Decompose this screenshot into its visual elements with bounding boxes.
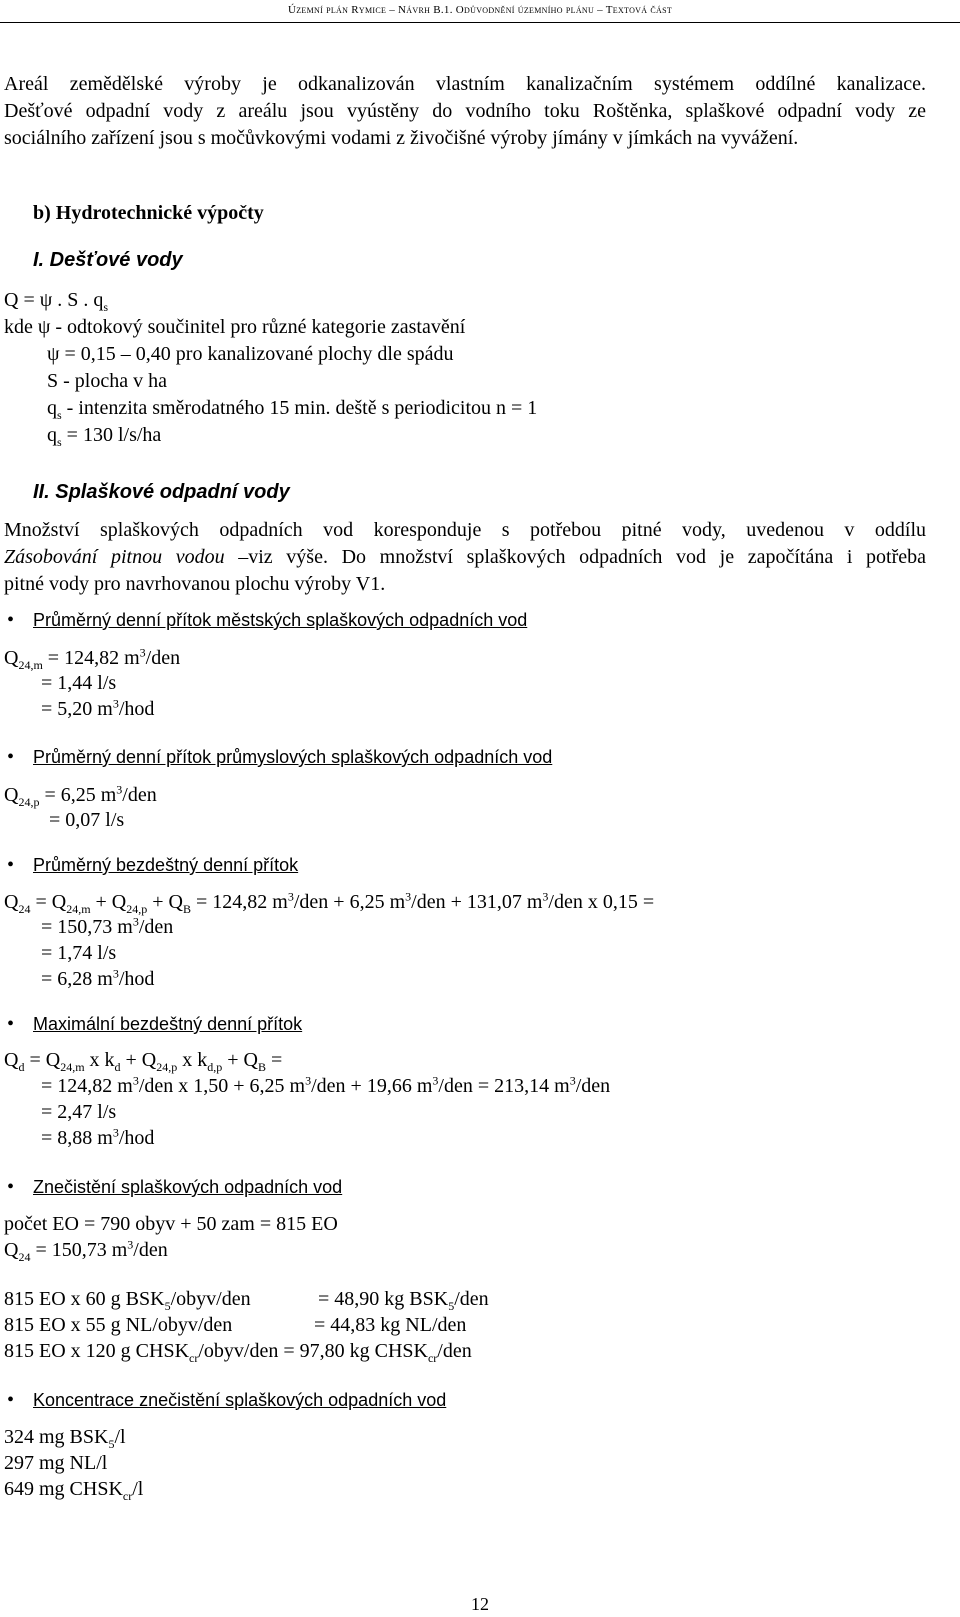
concentration-heading: Koncentrace znečistění splaškových odpadních vod: [33, 1390, 447, 1410]
municipal-line-1: $Q_{24,m} = 124,82$ $m^3$/den: [4, 645, 181, 672]
dry-max-line-2: = 2,47 l/s: [41, 1101, 117, 1123]
municipal-line-3: = 5,20 $m^3$/hod: [41, 696, 155, 720]
pollution-row-bsk: 815 EO x 60 g $BSK_5/obyv$/den: [4, 1288, 251, 1313]
municipal-heading: Průměrný denní přítok městských splaškových odpadních vod: [33, 610, 528, 630]
bullet-icon: •: [7, 609, 15, 631]
intro-line-1: Areál zemědělské výroby je odkanalizován vlastním kanalizačním systémem oddílné kanalizace.: [4, 73, 926, 95]
sewage-line-1: Množství splaškových odpadních vod koresponduje s potřebou pitné vody, uvedenou v oddílu: [4, 519, 926, 541]
bullet-icon: •: [7, 1013, 15, 1035]
pollution-row-chsk: 815 EO x 120 g $CHSK_{cr}/obyv$/den = 97,80 kg $CHSK_{cr}$/den: [4, 1340, 472, 1365]
dry-max-heading: Maximální bezdeštný denní přítok: [33, 1014, 303, 1034]
pollution-q24: $Q_{24} = 150,73$ $m^3$/den: [4, 1237, 168, 1264]
pollution-heading: Znečistění splaškových odpadních vod: [33, 1177, 343, 1197]
header-rule: [0, 22, 960, 23]
rain-qs-desc: $q_s$ - intenzita směrodatného 15 min. deště s periodicitou n = 1: [47, 397, 538, 422]
industrial-line-1: $Q_{24,p} = 6,25$ $m^3$/den: [4, 782, 157, 809]
dry-avg-heading: Průměrný bezdeštný denní přítok: [33, 855, 299, 875]
industrial-heading: Průměrný denní přítok průmyslových splaškových odpadních vod: [33, 747, 553, 767]
sewage-title: II. Splaškové odpadní vody: [33, 481, 290, 503]
intro-line-2: Dešťové odpadní vody z areálu jsou vyústěny do vodního toku Roštěnka, splaškové odpadní vody ze: [4, 100, 926, 122]
rain-where: kde ψ - odtokový součinitel pro různé kategorie zastavění: [4, 316, 466, 338]
dry-avg-line-3: = 6,28 $m^3$/hod: [41, 966, 155, 990]
page-header: Územní plán Rymice – Návrh B.1. Odůvodnění územního plánu – Textová část: [287, 4, 673, 16]
dry-avg-formula: $Q_{24} = Q_{24,m} + Q_{24,p} + Q_B = 124,82$ $m^3$/den + 6,25 $m^3$/den + 131,07 $m^3$/den x 0,15 =: [4, 889, 655, 916]
rain-qs-value: $q_s = 130$ l/s/ha: [47, 424, 162, 449]
industrial-line-2: = 0,07 l/s: [49, 809, 125, 831]
concentration-chsk: 649 mg $CHSK_{cr}/l$: [4, 1478, 144, 1503]
rain-psi: ψ = 0,15 – 0,40 pro kanalizované plochy dle spádu: [47, 343, 454, 365]
dry-max-line-3: = 8,88 $m^3$/hod: [41, 1125, 155, 1149]
pollution-row-bsk-result: = 48,90 kg $BSK_5$/den: [318, 1288, 489, 1313]
concentration-bsk: 324 mg $BSK_5/l$: [4, 1426, 126, 1451]
dry-avg-line-2: = 1,74 l/s: [41, 942, 117, 964]
bullet-icon: •: [7, 746, 15, 768]
municipal-line-2: = 1,44 l/s: [41, 672, 117, 694]
page-number: 12: [471, 1594, 489, 1614]
section-b-title: b) Hydrotechnické výpočty: [33, 202, 264, 224]
intro-line-3: sociálního zařízení jsou s močůvkovými vodami z živočišné výroby jímány v jímkách na vyvážení.: [4, 127, 799, 149]
sewage-line-2: Zásobování pitnou vodou –viz výše. Do množství splaškových odpadních vod je započítána i potřeba: [4, 546, 926, 568]
bullet-icon: •: [7, 1176, 15, 1198]
rain-area: S - plocha v ha: [47, 370, 167, 392]
bullet-icon: •: [7, 1389, 15, 1411]
rain-title: I. Dešťové vody: [33, 249, 183, 271]
sewage-line-3: pitné vody pro navrhovanou plochu výroby V1.: [4, 573, 386, 595]
pollution-eo: počet EO = 790 obyv + 50 zam = 815 EO: [4, 1213, 338, 1235]
pollution-row-nl: 815 EO x 55 g NL/obyv/den: [4, 1314, 233, 1336]
dry-avg-line-1: = 150,73 $m^3$/den: [41, 914, 174, 938]
concentration-nl: 297 mg NL/l: [4, 1452, 108, 1474]
dry-max-formula: $Q_d = Q_{24,m}$ x $k_d + Q_{24,p}$ x $k_{d,p} + Q_B$ =: [4, 1049, 283, 1074]
pollution-row-nl-result: = 44,83 kg NL/den: [314, 1314, 467, 1336]
bullet-icon: •: [7, 854, 15, 876]
rain-formula: Q = ψ . S . $q_s$: [4, 289, 109, 314]
dry-max-line-1: = 124,82 $m^3$/den x 1,50 + 6,25 $m^3$/den + 19,66 $m^3$/den = 213,14 $m^3$/den: [41, 1073, 611, 1097]
